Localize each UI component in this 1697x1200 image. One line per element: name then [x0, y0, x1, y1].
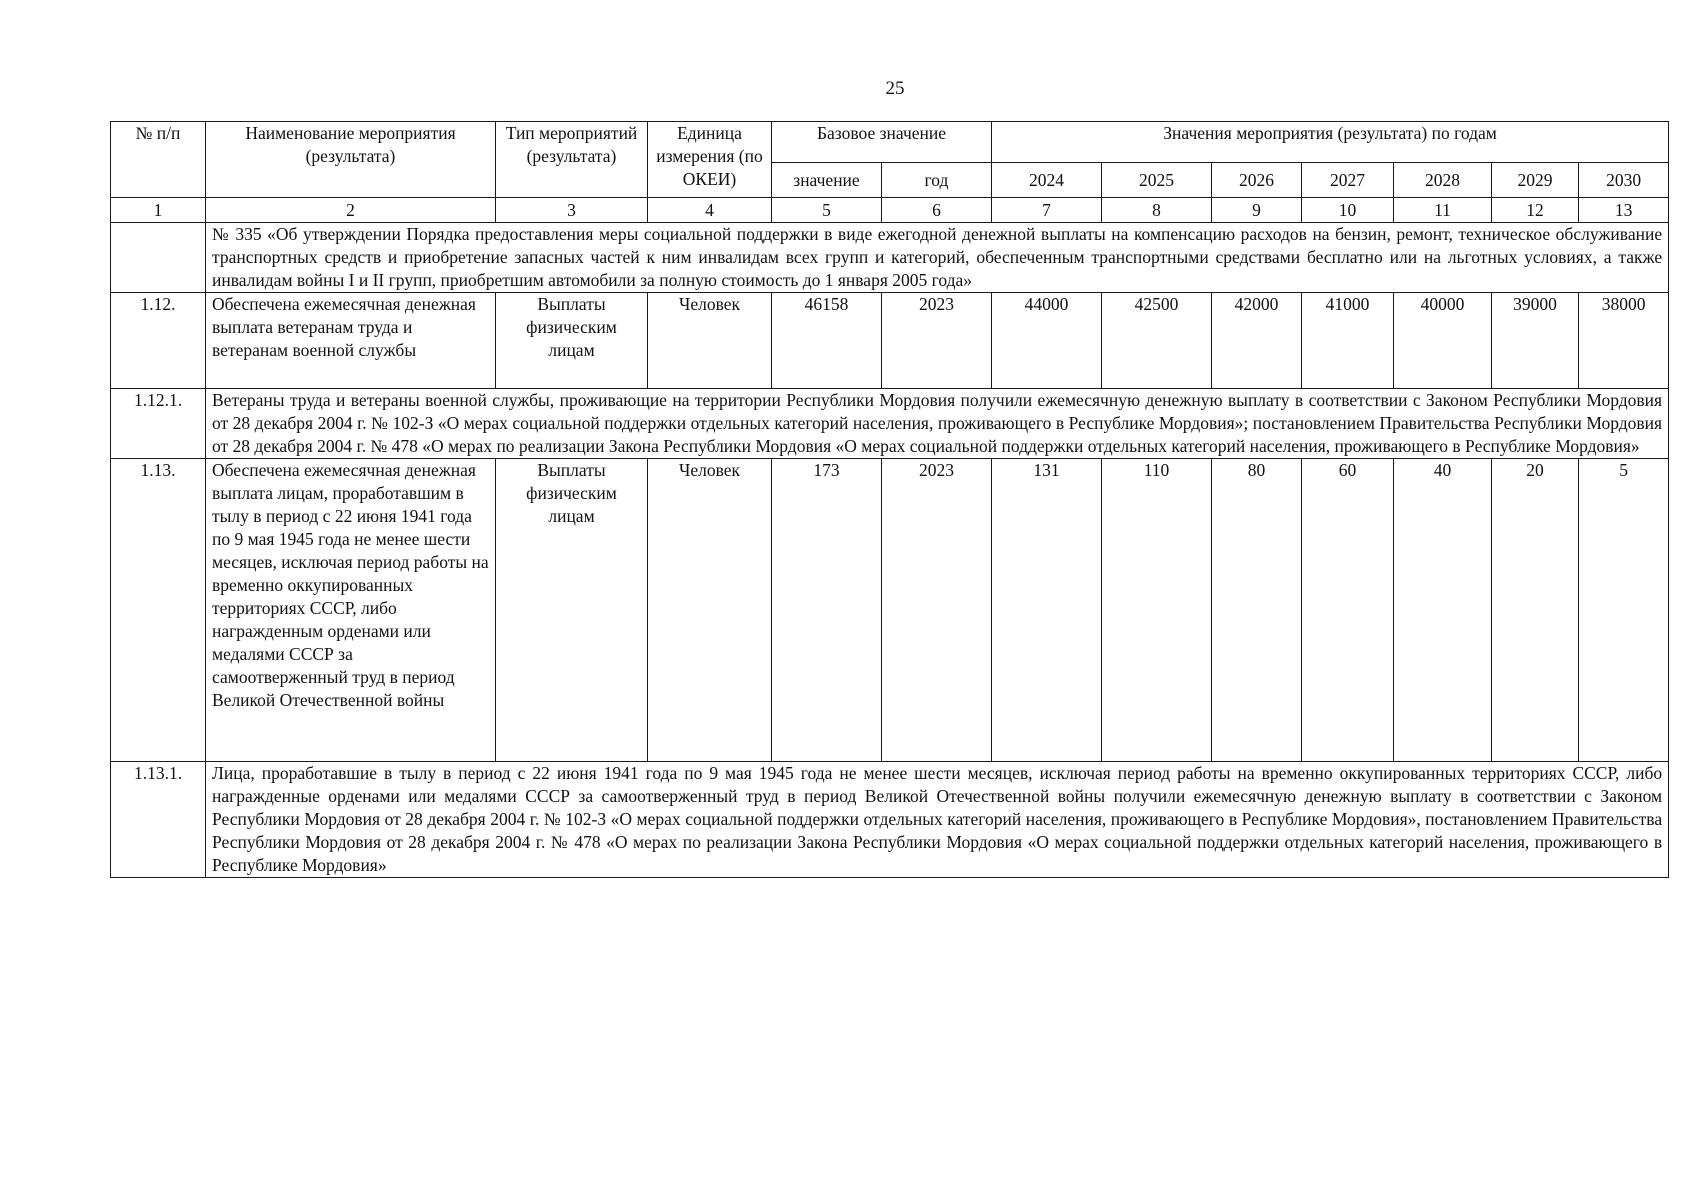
- row-description: Ветераны труда и ветераны военной службы, проживающие на территории Республики Мордовия получили ежемесячную денежную выплату в соответствии с Законом Республики Мордовия от 28 декабря 2004 г. № 102-З «О мерах социальной поддержки отдельных категорий населения, проживающего в Республике Мордовия»; постановлением Правительства Республики Мордовия от 28 декабря 2004 г. № 478 «О мерах по реализации Закона Республики Мордовия «О мерах социальной поддержки отдельных категорий населения, проживающего в Республике Мордовия»: [206, 389, 1669, 459]
- header-num: № п/п: [111, 122, 206, 198]
- header-type: Тип мероприятий (результата): [496, 122, 648, 198]
- header-base-year: год: [882, 163, 992, 198]
- continuation-row: [111, 223, 1669, 293]
- column-number: 1: [111, 198, 206, 223]
- row-value-2027: 41000: [1302, 293, 1394, 389]
- header-years: Значения мероприятия (результата) по годам: [992, 122, 1669, 163]
- row-value-2024: 44000: [992, 293, 1102, 389]
- header-row: [111, 122, 1669, 163]
- row-description: Лица, проработавшие в тылу в период с 22 июня 1941 года по 9 мая 1945 года не менее шести месяцев, исключая период работы на временно оккупированных территориях СССР, либо награжденные орденами или медалями СССР за самоотверженный труд в период Великой Отечественной войны получили ежемесячную денежную выплату в соответствии с Законом Республики Мордовия от 28 декабря 2004 г. № 102-З «О мерах социальной поддержки отдельных категорий населения, проживающего в Республике Мордовия», постановлением Правительства Республики Мордовия от 28 декабря 2004 г. № 478 «О мерах по реализации Закона Республики Мордовия «О мерах социальной поддержки отдельных категорий населения, проживающего в Республике Мордовия»: [206, 762, 1669, 878]
- header-year-2026: 2026: [1212, 163, 1302, 198]
- header-unit: Единица измерения (по ОКЕИ): [648, 122, 772, 198]
- row-value-2030: 38000: [1579, 293, 1669, 389]
- header-year-2027: 2027: [1302, 163, 1394, 198]
- column-number-row: [111, 198, 1669, 223]
- row-value-2024: 131: [992, 459, 1102, 762]
- header-base-value: значение: [772, 163, 882, 198]
- row-value-2029: 20: [1492, 459, 1579, 762]
- row-type: Выплаты физическим лицам: [496, 459, 648, 762]
- column-number: 2: [206, 198, 496, 223]
- row-base-value: 46158: [772, 293, 882, 389]
- column-number: 13: [1579, 198, 1669, 223]
- row-value-2025: 110: [1102, 459, 1212, 762]
- column-number: 5: [772, 198, 882, 223]
- header-year-2028: 2028: [1394, 163, 1492, 198]
- row-value-2029: 39000: [1492, 293, 1579, 389]
- table-row: [111, 762, 1669, 878]
- continuation-num: [111, 223, 206, 293]
- column-number: 4: [648, 198, 772, 223]
- header-year-2024: 2024: [992, 163, 1102, 198]
- indicators-table: [110, 121, 1669, 878]
- row-number: 1.13.: [111, 459, 206, 762]
- page-number: 25: [885, 78, 905, 99]
- row-base-value: 173: [772, 459, 882, 762]
- table-row: [111, 293, 1669, 389]
- row-base-year: 2023: [882, 293, 992, 389]
- row-unit: Человек: [648, 293, 772, 389]
- row-value-2027: 60: [1302, 459, 1394, 762]
- header-year-2025: 2025: [1102, 163, 1212, 198]
- column-number: 8: [1102, 198, 1212, 223]
- row-value-2026: 80: [1212, 459, 1302, 762]
- column-number: 3: [496, 198, 648, 223]
- row-type: Выплаты физическим лицам: [496, 293, 648, 389]
- column-number: 6: [882, 198, 992, 223]
- row-number: 1.12.1.: [111, 389, 206, 459]
- row-name: Обеспечена ежемесячная денежная выплата лицам, проработавшим в тылу в период с 22 июня 1941 года по 9 мая 1945 года не менее шести месяцев, исключая период работы на временно оккупированных территориях СССР, либо награжденным орденами или медалями СССР за самоотверженный труд в период Великой Отечественной войны: [206, 459, 496, 762]
- row-value-2028: 40: [1394, 459, 1492, 762]
- column-number: 9: [1212, 198, 1302, 223]
- column-number: 10: [1302, 198, 1394, 223]
- header-name: Наименование мероприятия (результата): [206, 122, 496, 198]
- header-year-2029: 2029: [1492, 163, 1579, 198]
- header-base: Базовое значение: [772, 122, 992, 163]
- row-value-2026: 42000: [1212, 293, 1302, 389]
- row-number: 1.12.: [111, 293, 206, 389]
- column-number: 12: [1492, 198, 1579, 223]
- column-number: 11: [1394, 198, 1492, 223]
- row-value-2028: 40000: [1394, 293, 1492, 389]
- continuation-text: № 335 «Об утверждении Порядка предоставления меры социальной поддержки в виде ежегодной денежной выплаты на компенсацию расходов на бензин, ремонт, техническое обслуживание транспортных средств и приобретение запасных частей к ним инвалидам всех групп и категорий, обеспеченным транспортными средствами бесплатно или на льготных условиях, а также инвалидам войны I и II групп, приобретшим автомобили за полную стоимость до 1 января 2005 года»: [206, 223, 1669, 293]
- row-name: Обеспечена ежемесячная денежная выплата ветеранам труда и ветеранам военной службы: [206, 293, 496, 389]
- row-value-2030: 5: [1579, 459, 1669, 762]
- row-value-2025: 42500: [1102, 293, 1212, 389]
- row-unit: Человек: [648, 459, 772, 762]
- table-row: [111, 389, 1669, 459]
- header-year-2030: 2030: [1579, 163, 1669, 198]
- row-number: 1.13.1.: [111, 762, 206, 878]
- column-number: 7: [992, 198, 1102, 223]
- row-base-year: 2023: [882, 459, 992, 762]
- table-row: [111, 459, 1669, 762]
